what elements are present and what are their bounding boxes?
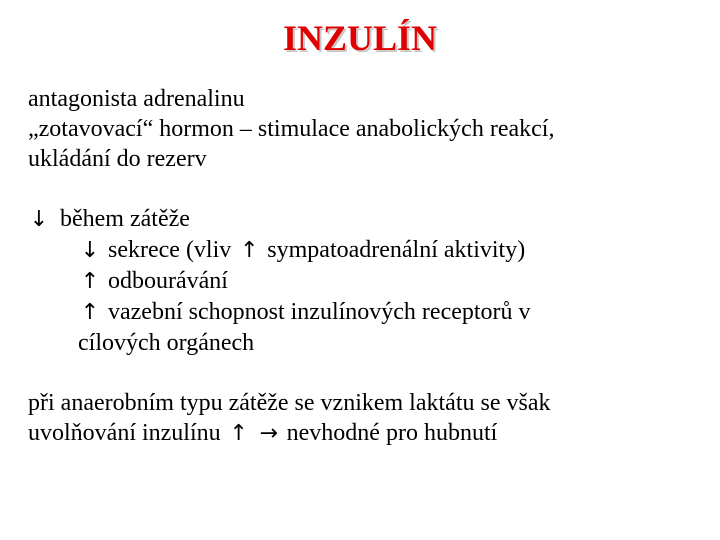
during-exercise-label: během zátěže — [60, 206, 190, 232]
down-arrow-icon: ↓ — [29, 207, 49, 232]
secretion-label: sekrece (vliv — [108, 237, 232, 263]
text-line-target-organs: cílových orgánech — [78, 330, 255, 356]
slide-title: INZULÍN — [282, 18, 438, 58]
spacer — [28, 174, 708, 204]
text-line-recovery-hormone: „zotavovací“ hormon – stimulace anabolických reakcí, — [28, 116, 555, 142]
right-arrow-icon: → — [259, 421, 278, 446]
text-line-insulin-release — [28, 418, 708, 449]
slide-body — [28, 84, 708, 449]
text-line-anaerobic: při anaerobním typu zátěže se vznikem laktátu se však — [28, 390, 551, 416]
text-line-antagonist: antagonista adrenalinu — [28, 86, 245, 112]
up-arrow-icon: ↑ — [80, 269, 100, 294]
up-arrow-icon: ↑ — [80, 300, 100, 325]
spacer — [28, 358, 708, 388]
up-arrow-icon: ↑ — [229, 421, 248, 446]
text-line-storage: ukládání do rezerv — [28, 146, 207, 172]
insulin-release-label: uvolňování inzulínu — [28, 420, 221, 446]
text-line-secretion — [28, 235, 708, 266]
text-line-during-exercise — [28, 204, 708, 235]
sympathoadrenal-label: sympatoadrenální aktivity) — [267, 237, 526, 263]
text-line-binding-capacity — [28, 297, 708, 328]
breakdown-label: odbourávání — [108, 268, 228, 294]
text-line-breakdown — [28, 266, 708, 297]
unsuitable-label: nevhodné pro hubnutí — [286, 420, 498, 446]
binding-capacity-label: vazební schopnost inzulínových receptorů v — [108, 299, 531, 325]
up-arrow-icon: ↑ — [240, 238, 259, 263]
down-arrow-icon: ↓ — [80, 238, 100, 263]
